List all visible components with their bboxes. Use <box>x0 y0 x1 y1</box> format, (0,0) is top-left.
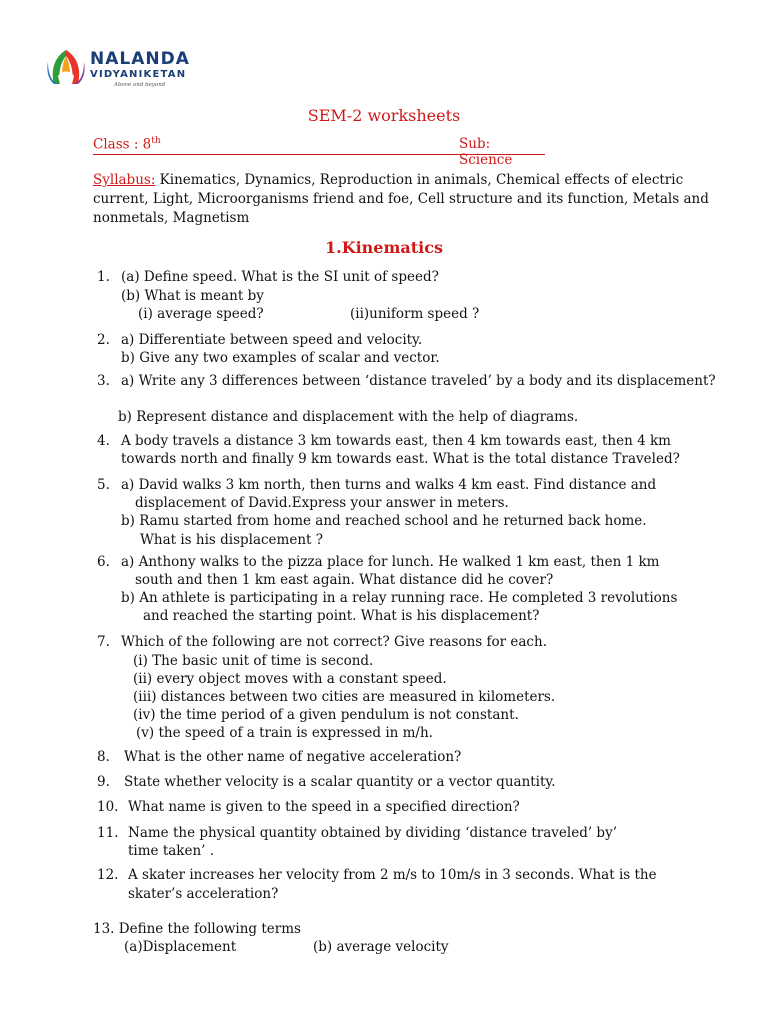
question-number: 3. <box>97 373 110 389</box>
question-number: 2. <box>97 332 110 348</box>
question-text: 13. Define the following terms <box>93 921 301 937</box>
question-number: 5. <box>97 477 110 493</box>
question-number: 1. <box>97 269 110 285</box>
question-number: 9. <box>97 774 110 790</box>
school-logo <box>44 46 244 92</box>
question-text: a) Write any 3 differences between ‘distance traveled’ by a body and its displacement? <box>121 373 716 389</box>
subject-label: Sub: Science <box>459 136 513 168</box>
question-text: Name the physical quantity obtained by dividing ‘distance traveled’ by’ <box>128 825 617 841</box>
question-number: 6. <box>97 554 110 570</box>
question-text: What is his displacement ? <box>140 532 323 548</box>
class-subject-line <box>93 136 545 168</box>
logo-subname: VIDYANIKETAN <box>90 69 187 80</box>
lotus-logo-icon <box>44 46 88 88</box>
logo-name: NALANDA <box>90 49 190 69</box>
question-option: (a)Displacement <box>124 939 237 955</box>
question-text: south and then 1 km east again. What distance did he cover? <box>135 572 554 588</box>
question-number: 8. <box>97 749 110 765</box>
question-number: 11. <box>97 825 119 841</box>
syllabus-text: Kinematics, Dynamics, Reproduction in animals, Chemical effects of electric current, Light, Microorganisms friend and foe, Cell structure and its function, Metals and nonmetals, Magnetism <box>93 172 709 226</box>
class-label: Class : 8th <box>93 136 161 153</box>
question-text: (a) Define speed. What is the SI unit of speed? <box>121 269 439 285</box>
logo-tagline: Above and beyond <box>114 82 166 88</box>
question-text: a) Anthony walks to the pizza place for lunch. He walked 1 km east, then 1 km <box>121 554 660 570</box>
question-text: State whether velocity is a scalar quantity or a vector quantity. <box>124 774 556 790</box>
question-text: towards north and finally 9 km towards east. What is the total distance Traveled? <box>121 451 680 467</box>
question-number: 7. <box>97 634 110 650</box>
question-option: (ii)uniform speed ? <box>350 306 480 322</box>
question-option: (b) average velocity <box>313 939 449 955</box>
question-text: b) Give any two examples of scalar and vector. <box>121 350 440 366</box>
question-text: and reached the starting point. What is his displacement? <box>143 608 540 624</box>
question-text: displacement of David.Express your answer in meters. <box>135 495 509 511</box>
question-number: 12. <box>97 867 119 883</box>
question-option: (i) The basic unit of time is second. <box>133 653 374 669</box>
question-text: What name is given to the speed in a specified direction? <box>128 799 520 815</box>
question-text: A skater increases her velocity from 2 m/s to 10m/s in 3 seconds. What is the <box>128 867 657 883</box>
syllabus <box>93 171 713 228</box>
question-text: b) An athlete is participating in a relay running race. He completed 3 revolutions <box>121 590 678 606</box>
question-text: a) Differentiate between speed and velocity. <box>121 332 423 348</box>
question-option: (v) the speed of a train is expressed in m/h. <box>136 725 433 741</box>
question-text: Which of the following are not correct? Give reasons for each. <box>121 634 547 650</box>
question-text: A body travels a distance 3 km towards east, then 4 km towards east, then 4 km <box>121 433 671 449</box>
question-option: (iv) the time period of a given pendulum is not constant. <box>133 707 519 723</box>
question-text: (b) What is meant by <box>121 288 264 304</box>
question-text: time taken’ . <box>128 843 215 859</box>
question-text: a) David walks 3 km north, then turns and walks 4 km east. Find distance and <box>121 477 657 493</box>
section-title: 1.Kinematics <box>324 238 443 257</box>
question-option: (ii) every object moves with a constant speed. <box>133 671 447 687</box>
worksheet-title: SEM-2 worksheets <box>307 106 461 125</box>
syllabus-label: Syllabus: <box>93 172 156 188</box>
question-text: b) Ramu started from home and reached school and he returned back home. <box>121 513 647 529</box>
question-number: 4. <box>97 433 110 449</box>
question-text: b) Represent distance and displacement with the help of diagrams. <box>118 409 579 425</box>
question-text: skater’s acceleration? <box>128 886 279 902</box>
question-number: 10. <box>97 799 119 815</box>
question-option: (i) average speed? <box>138 306 264 322</box>
question-option: (iii) distances between two cities are measured in kilometers. <box>133 689 556 705</box>
question-text: What is the other name of negative acceleration? <box>124 749 462 765</box>
